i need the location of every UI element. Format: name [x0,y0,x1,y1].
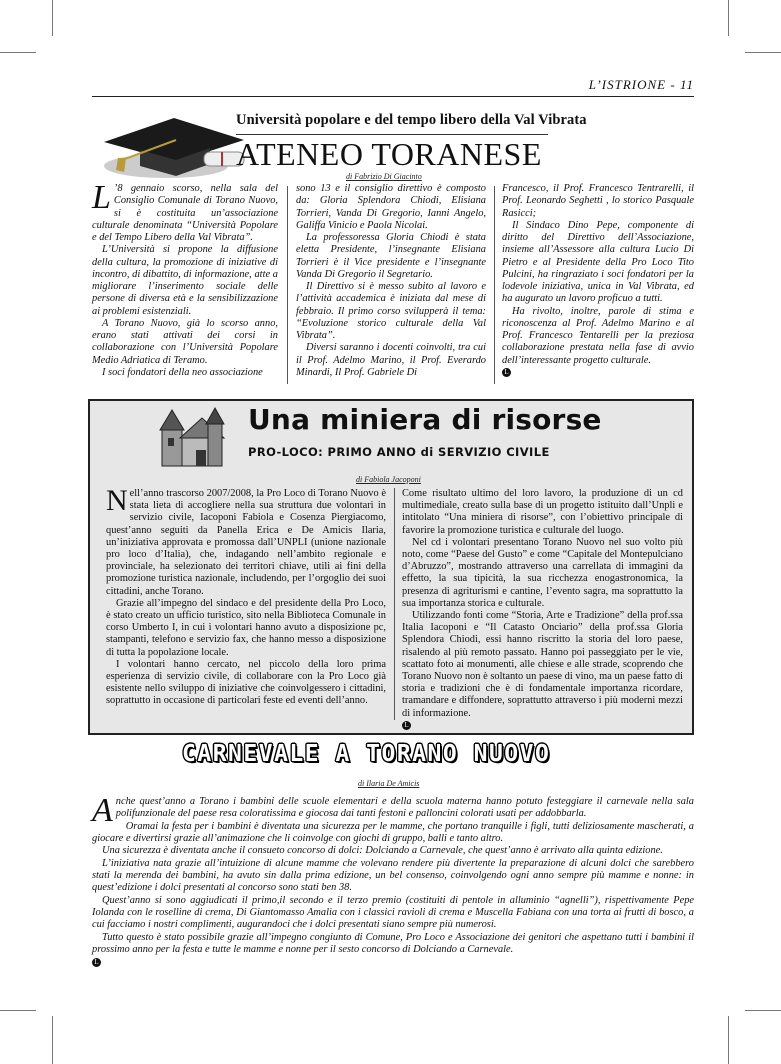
article-title: ATENEO TORANESE [236,136,542,172]
article-column [402,488,683,732]
graduation-cap-icon [96,104,246,182]
page-header [92,72,694,97]
article-subtitle: PRO-LOCO: PRIMO ANNO di SERVIZIO CIVILE [248,445,550,459]
crop-mark [52,0,53,36]
end-mark-icon: L [402,721,411,730]
paragraph: La professoressa Gloria Chiodi è stata eletta Presidente, l’insegnante Elisiana Torrieri è il Vice presidente e l’insegnante Vanda Di Gregorio il Segretario. [296,232,486,280]
page-number: L’ISTRIONE - 11 [588,77,694,92]
paragraph: Il Sindaco Dino Pepe, componente di diritto del Direttivo dell’Associazione, insieme all’Assessore alla cultura Lucio Di Pietro e al Presidente della Pro Loco Tito Pulcini, ha ringraziato i soci fondatori per la lodevole iniziativa, unica in Val Vibrata, ed ha augurato un lavoro proficuo a tutti. [502,219,694,305]
crop-mark [0,1010,36,1011]
paragraph: Francesco, il Prof. Francesco Tentrarelli, il Prof. Leonardo Seghetti , lo storico Pasquale Rasicci; [502,183,694,219]
paragraph: Nel cd i volontari presentano Torano Nuovo nel suo volto più noto, come “Paese del Gusto” e come “Capitale del Montepulciano d’Abruzzo”, mostrando attraverso una carrellata di immagini da effetto, la sua tipicità, la sua ricchezza enogastronomica, la presenza di agriturismi e cantine, l’evento sagra, ma soprattutto la sua importanza storica e culturale. [402,536,683,609]
paragraph: sono 13 e il consiglio direttivo è composto da: Gloria Splendora Chiodi, Elisiana Torrieri, Vanda Di Gregorio, Ianni Angelo, Galiffa Vinicio e Paola Nicolai. [296,183,486,231]
paragraph: Grazie all’impegno del sindaco e del presidente della Pro Loco, è stato creato un ufficio turistico, sito nella Biblioteca Comunale in corso Umberto I, in cui i volontari hanno avuto a disposizione pc, stampanti, telefono e servizio fax, che hanno messo a disposizione di tutta la popolazione locale. [106,597,386,658]
article-kicker: Università popolare e del tempo libero della Val Vibrata [236,112,587,128]
paragraph: Oramai la festa per i bambini è diventata una sicurezza per le mamme, che portano tranquille i figli, tutti deliziosamente mascherati, a giocare e divertirsi grazie all’animazione che li coinvolge con giochi di gruppo, balli e tanto altro. [92,820,694,845]
crop-mark [728,1016,729,1064]
crop-mark [728,0,729,36]
paragraph: L’Università si propone la diffusione della cultura, la promozione di iniziative di incontro, di dibattito, di informazione, atte a migliorare l’inserimento sociale delle persone di diversa età e la sensibilizzazione ai problemi esistenziali. [92,244,278,317]
paragraph: nche quest’anno a Torano i bambini delle scuole elementari e della scuola materna hanno potuto festeggiare il carnevale nella sala polifunzionale del paese resa coloratissima e giocosa dai tanti festoni e palloncini colorati usati per addobbarla. [115,796,694,820]
drop-cap: N [106,484,128,517]
crop-mark [52,1016,53,1064]
paragraph: ’8 gennaio scorso, nella sala del Consiglio Comunale di Torano Nuovo, si è costituita un’associazione culturale denominata “Università Popolare e del Tempo Libero della Val Vibrata”. [92,183,278,243]
article-byline: di Fabrizio Di Giacinto [346,172,422,181]
paragraph: I soci fondatori della neo associazione [102,366,263,378]
article-column [296,183,486,379]
end-mark-icon: L [92,958,101,967]
article-byline: di Ilaria De Amicis [358,779,420,788]
crop-mark [0,52,36,53]
paragraph: I volontari hanno cercato, nel piccolo della loro prima esperienza di servizio civile, di collaborare con la Pro Loco già esistente nello sviluppo di iniziative che coinvolgessero i cittadini, soprattutto in occasione di particolari feste ed eventi dell’anno. [106,658,386,707]
paragraph: Il Direttivo si è messo subito al lavoro e l’attività accademica è iniziata dal mese di febbraio. Il primo corso svilupperà il tema: “Evoluzione storico culturale della Val Vibrata”. [296,281,486,341]
paragraph: A Torano Nuovo, già lo scorso anno, erano stati attivati dei corsi in collaborazione con l’Università Popolare Medio Adriatica di Teramo. [92,317,278,366]
paragraph: Diversi saranno i docenti coinvolti, tra cui il Prof. Adelmo Marino, il Prof. Everardo Minardi, Il Prof. Gabriele Di [296,342,486,378]
paragraph: Utilizzando fonti come “Storia, Arte e Tradizione” della prof.ssa Italia Iacoponi e “Il Catasto Onciario” della prof.ssa Gloria Splendora Chiodi, essi hanno riscritto la storia del loro paese, risalendo al più remoto passato. Hanno poi passeggiato per le vie, scattato foto ai monumenti, alle chiese e alle strade, scoprendo che Torano Nuovo non è soltanto un paese di vino, ma un paese fatto di storia e tradizioni che è di fondamentale importanza ricordare, tramandare e diffondere, soprattutto attraverso i più moderni mezzi di informazione. [402,610,683,719]
paragraph: Tutto questo è stato possibile grazie all’impegno congiunto di Comune, Pro Loco e Associazione dei genitori che aspettano tutti i bambini il prossimo anno per la festa e tutte le mamme e nonne per il sesto concorso di Dolciando a Carnevale. [92,931,694,956]
paragraph: Ha rivolto, inoltre, parole di stima e riconoscenza al Prof. Adelmo Marino e al Prof. Francesco Tentarelli per la preziosa collaborazione prestata nella fase di avvio dell’interessante progetto culturale. [502,305,694,366]
article-column [92,179,278,379]
article-body [92,792,694,969]
end-mark-icon: L [502,368,511,377]
column-divider [494,186,495,384]
article-column [106,484,386,708]
paragraph: Una sicurezza è diventata anche il consueto concorso di dolci: Dolciando a Carnevale, che quest’anno è arrivato alla quinta edizione. [102,845,663,857]
church-icon [158,406,238,468]
crop-mark [745,52,781,53]
article-title: CARNEVALE A TORANO NUOVO [182,741,551,767]
article-column [502,183,694,379]
title-divider [236,134,548,135]
paragraph: L’iniziativa nata grazie all’intuizione di alcune mamme che volevano rendere più divertente la preparazione di alcuni dolci che sarebbero stati la merenda dei bambini, ha avuto sin dalla prima edizione, un bel consenso, coinvolgendo ogni anno sempre più mamme e nonne: in quest’edizione i dolci presentati al concorso sono stati ben 38. [92,857,694,894]
drop-cap: A [92,792,113,829]
article-byline: di Fabiola Jacoponi [356,475,421,484]
drop-cap: L [92,179,111,216]
article-title: Una miniera di risorse [248,403,602,436]
paragraph: Quest’anno si sono aggiudicati il primo,il secondo e il terzo premio (costituiti di pentole in alluminio “agnelli”), rispettivamente Pepe Iolanda con le roselline di crema, Di Giantomasso Amalia con i classici ravioli di crema e Muscella Fabiana con una torta ai frutti di bosco, a cui facciamo i nostri complimenti, augurandoci che i dolci presentati siano sempre più numerosi. [92,894,694,931]
crop-mark [745,1010,781,1011]
column-divider [287,186,288,384]
column-divider [394,488,395,720]
paragraph: Come risultato ultimo del loro lavoro, la produzione di un cd multimediale, creato sulla base di un progetto istituito dall’Unpli e intitolato “Una miniera di risorse”, con l’obiettivo principale di favorire la promozione turistica e culturale del luogo. [402,488,683,536]
paragraph: ell’anno trascorso 2007/2008, la Pro Loco di Torano Nuovo è stata lieta di accogliere nella sua struttura due volontari in servizio civile, Iacoponi Fabiola e Cosenza Piergiacomo, quest’anno seguiti da Panella Erica e De Amicis Ilaria, un’iniziativa approvata e promossa dall’UNPLI (unione nazionale pro loco d’Italia), che, indagando nell’ambito regionale e provinciale, ha selezionato dei territori chiave, utili ai fini della promozione turistica nazionale, includendo, per l’orgoglio dei suoi cittadini, anche Torano. [106,488,386,597]
